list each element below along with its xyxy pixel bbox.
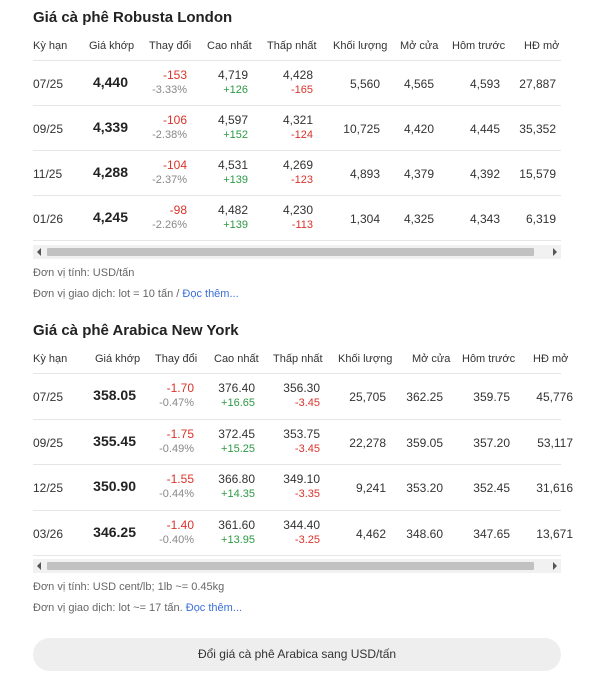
arabica-lot-text: Đơn vị giao dịch: lot ~= 17 tấn. xyxy=(33,602,186,614)
price-cell: 4,339 xyxy=(92,119,128,135)
high-diff-cell: +152 xyxy=(223,129,248,141)
change-cell: -98 xyxy=(169,203,187,217)
oi-cell: 15,579 xyxy=(519,167,556,181)
high-diff-cell: +16.65 xyxy=(221,397,255,409)
header-volume: Khối lượng xyxy=(333,40,388,52)
open-cell: 362.25 xyxy=(406,390,443,404)
volume-cell: 9,241 xyxy=(355,481,386,495)
table-row[interactable] xyxy=(33,374,573,420)
header-term: Kỳ hạn xyxy=(33,40,68,52)
header-change: Thay đổi xyxy=(155,353,198,365)
oi-cell: 31,616 xyxy=(536,481,573,495)
low-diff-cell: -3.45 xyxy=(294,442,320,455)
arabica-scrollbar[interactable] xyxy=(33,559,561,573)
table-row[interactable] xyxy=(33,465,573,511)
robusta-lot-note xyxy=(33,288,239,300)
low-cell: 4,230 xyxy=(282,203,313,217)
high-diff-cell: +139 xyxy=(223,219,248,231)
high-diff-cell: +13.95 xyxy=(221,533,255,546)
open-cell: 348.60 xyxy=(406,526,443,541)
table-row[interactable] xyxy=(33,106,561,151)
robusta-unit-note: Đơn vị tính: USD/tấn xyxy=(33,267,135,279)
header-prev: Hôm trước xyxy=(462,353,516,365)
prev-cell: 359.75 xyxy=(473,390,510,404)
prev-cell: 4,343 xyxy=(469,212,500,226)
volume-cell: 25,705 xyxy=(349,390,386,404)
low-diff-cell: -124 xyxy=(290,129,313,141)
price-cell: 4,440 xyxy=(92,74,128,90)
change-cell: -1.40 xyxy=(166,517,194,532)
table-row[interactable] xyxy=(33,151,561,196)
low-diff-cell: -3.25 xyxy=(294,533,320,546)
table-header xyxy=(33,32,561,61)
header-high: Cao nhất xyxy=(214,353,259,365)
prev-cell: 4,445 xyxy=(469,122,500,136)
low-cell: 356.30 xyxy=(283,381,320,395)
change-cell: -1.55 xyxy=(166,472,194,486)
header-price: Giá khớp xyxy=(95,353,141,365)
low-cell: 353.75 xyxy=(283,426,320,441)
high-diff-cell: +14.35 xyxy=(221,488,255,500)
open-cell: 4,379 xyxy=(403,167,434,181)
convert-arabica-button[interactable]: Đổi giá cà phê Arabica sang USD/tấn xyxy=(33,638,561,671)
table-row[interactable] xyxy=(33,61,561,106)
price-cell: 346.25 xyxy=(93,523,136,540)
term-cell: 09/25 xyxy=(33,122,64,136)
term-cell: 07/25 xyxy=(33,390,64,404)
open-cell: 359.05 xyxy=(406,435,443,450)
change-pct-cell: -0.47% xyxy=(159,397,194,409)
term-cell: 11/25 xyxy=(33,167,63,181)
change-cell: -153 xyxy=(162,68,187,82)
high-diff-cell: +139 xyxy=(223,174,248,186)
header-prev: Hôm trước xyxy=(452,40,506,52)
change-cell: -1.75 xyxy=(166,426,194,441)
arabica-table xyxy=(33,345,573,556)
robusta-scrollbar[interactable] xyxy=(33,245,561,259)
low-diff-cell: -113 xyxy=(291,219,313,231)
high-cell: 4,597 xyxy=(217,113,248,127)
oi-cell: 45,776 xyxy=(536,390,573,404)
header-low: Thấp nhất xyxy=(273,353,323,365)
header-oi: HĐ mở xyxy=(524,40,560,52)
prev-cell: 4,593 xyxy=(469,77,500,91)
change-pct-cell: -0.49% xyxy=(159,442,194,455)
oi-cell: 53,117 xyxy=(537,435,573,450)
header-term: Kỳ hạn xyxy=(33,353,68,365)
scroll-thumb[interactable] xyxy=(47,248,534,256)
high-diff-cell: +15.25 xyxy=(221,442,255,455)
header-open: Mở cửa xyxy=(400,40,439,52)
scroll-right-icon[interactable] xyxy=(553,248,557,256)
header-price: Giá khớp xyxy=(89,40,135,52)
table-row[interactable] xyxy=(33,420,573,466)
low-diff-cell: -165 xyxy=(290,84,313,96)
header-change: Thay đổi xyxy=(149,40,192,52)
robusta-title: Giá cà phê Robusta London xyxy=(33,9,233,26)
volume-cell: 4,893 xyxy=(349,167,380,181)
price-cell: 355.45 xyxy=(93,432,136,449)
header-oi: HĐ mở xyxy=(533,353,569,365)
oi-cell: 6,319 xyxy=(525,212,556,226)
high-cell: 366.80 xyxy=(218,472,255,486)
change-pct-cell: -2.26% xyxy=(152,219,187,231)
oi-cell: 13,671 xyxy=(536,526,573,541)
volume-cell: 5,560 xyxy=(349,77,380,91)
table-row[interactable] xyxy=(33,511,573,557)
low-diff-cell: -3.35 xyxy=(294,488,320,500)
oi-cell: 27,887 xyxy=(519,77,556,91)
price-cell: 350.90 xyxy=(93,478,136,494)
change-cell: -106 xyxy=(162,113,187,127)
low-cell: 4,321 xyxy=(282,113,313,127)
term-cell: 01/26 xyxy=(33,212,64,226)
table-row[interactable] xyxy=(33,196,561,241)
scroll-left-icon[interactable] xyxy=(37,562,41,570)
change-cell: -104 xyxy=(162,158,187,172)
header-low: Thấp nhất xyxy=(267,40,317,52)
robusta-lot-text: Đơn vị giao dịch: lot = 10 tấn / xyxy=(33,288,183,300)
oi-cell: 35,352 xyxy=(519,122,556,136)
term-cell: 09/25 xyxy=(33,435,64,450)
term-cell: 03/26 xyxy=(33,526,64,541)
low-diff-cell: -123 xyxy=(290,174,313,186)
header-high: Cao nhất xyxy=(207,40,252,52)
scroll-thumb[interactable] xyxy=(47,562,534,570)
change-pct-cell: -0.40% xyxy=(159,533,194,546)
volume-cell: 10,725 xyxy=(343,122,380,136)
high-cell: 376.40 xyxy=(218,381,255,395)
prev-cell: 352.45 xyxy=(473,481,510,495)
price-cell: 4,288 xyxy=(92,164,128,180)
arabica-lot-note xyxy=(33,602,242,614)
high-cell: 4,482 xyxy=(217,203,248,217)
change-pct-cell: -2.37% xyxy=(152,174,187,186)
arabica-title: Giá cà phê Arabica New York xyxy=(33,322,239,339)
open-cell: 4,325 xyxy=(403,212,434,226)
price-cell: 358.05 xyxy=(93,387,136,403)
volume-cell: 4,462 xyxy=(355,526,386,541)
low-diff-cell: -3.45 xyxy=(294,397,320,409)
volume-cell: 1,304 xyxy=(349,212,380,226)
scroll-left-icon[interactable] xyxy=(37,248,41,256)
high-cell: 361.60 xyxy=(218,517,255,532)
prev-cell: 347.65 xyxy=(473,526,510,541)
arabica-read-more-link[interactable]: Đọc thêm... xyxy=(185,602,242,614)
table-header xyxy=(33,345,569,374)
low-cell: 344.40 xyxy=(283,517,320,532)
high-cell: 4,719 xyxy=(217,68,248,82)
low-cell: 4,269 xyxy=(282,158,313,172)
open-cell: 4,565 xyxy=(403,77,434,91)
term-cell: 07/25 xyxy=(33,77,64,91)
change-pct-cell: -0.44% xyxy=(159,488,194,500)
price-cell: 4,245 xyxy=(92,209,128,225)
robusta-table xyxy=(33,32,561,241)
open-cell: 4,420 xyxy=(403,122,434,136)
arabica-unit-note: Đơn vị tính: USD cent/lb; 1lb ~= 0.45kg xyxy=(33,581,225,593)
prev-cell: 357.20 xyxy=(473,435,510,450)
low-cell: 349.10 xyxy=(283,472,320,486)
change-pct-cell: -3.33% xyxy=(152,84,187,96)
header-open: Mở cửa xyxy=(412,353,451,365)
high-cell: 4,531 xyxy=(217,158,248,172)
robusta-read-more-link[interactable]: Đọc thêm... xyxy=(182,288,239,300)
change-pct-cell: -2.38% xyxy=(152,129,187,141)
term-cell: 12/25 xyxy=(33,481,64,495)
volume-cell: 22,278 xyxy=(349,435,386,450)
change-cell: -1.70 xyxy=(166,381,194,395)
header-volume: Khối lượng xyxy=(338,353,393,365)
prev-cell: 4,392 xyxy=(469,167,500,181)
open-cell: 353.20 xyxy=(406,481,443,495)
low-cell: 4,428 xyxy=(282,68,313,82)
high-diff-cell: +126 xyxy=(223,84,248,96)
high-cell: 372.45 xyxy=(218,426,255,441)
scroll-right-icon[interactable] xyxy=(553,562,557,570)
